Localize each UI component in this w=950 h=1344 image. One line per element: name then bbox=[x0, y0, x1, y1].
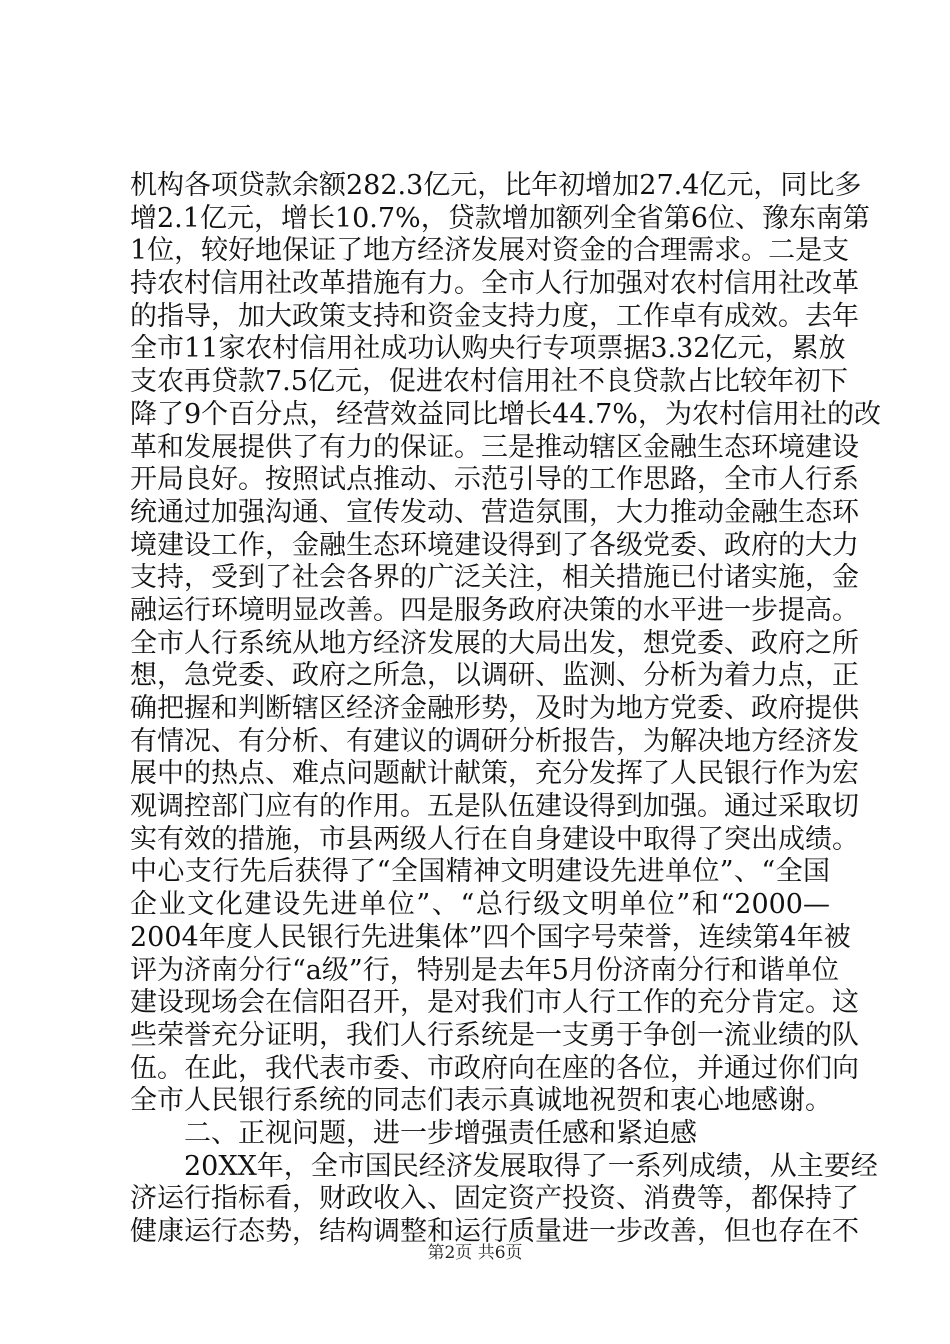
text-line: 伍。在此，我代表市委、市政府向在座的各位，并通过你们向 bbox=[130, 1052, 859, 1084]
text-line: 持农村信用社改革措施有力。全市人行加强对农村信用社改革 bbox=[130, 268, 859, 300]
text-line: 20XX年，全市国民经济发展取得了一系列成绩，从主要经 bbox=[184, 1150, 878, 1182]
text-line: 统通过加强沟通、宣传发动、营造氛围，大力推动金融生态环 bbox=[130, 496, 859, 528]
text-line: 想，急党委、政府之所急，以调研、监测、分析为着力点，正 bbox=[130, 660, 859, 692]
text-line: 支持，受到了社会各界的广泛关注，相关措施已付诸实施，金 bbox=[130, 562, 859, 594]
text-line: 全市11家农村信用社成功认购央行专项票据3.32亿元，累放 bbox=[130, 333, 846, 365]
text-line: 1位，较好地保证了地方经济发展对资金的合理需求。二是支 bbox=[130, 235, 850, 267]
text-line: 健康运行态势，结构调整和运行质量进一步改善，但也存在不 bbox=[130, 1216, 859, 1247]
text-line: 机构各项贷款余额282.3亿元，比年初增加27.4亿元，同比多 bbox=[130, 170, 862, 201]
text-line: 济运行指标看，财政收入、固定资产投资、消费等，都保持了 bbox=[130, 1183, 859, 1215]
text-line: 2004年度人民银行先进集体”四个国字号荣誉，连续第4年被 bbox=[130, 921, 851, 953]
text-line: 支农再贷款7.5亿元，促进农村信用社不良贷款占比较年初下 bbox=[130, 366, 848, 398]
text-line: 降了9个百分点，经营效益同比增长44.7%，为农村信用社的改 bbox=[130, 398, 881, 430]
text-line: 境建设工作，金融生态环境建设得到了各级党委、政府的大力 bbox=[130, 529, 859, 561]
text-line: 确把握和判断辖区经济金融形势，及时为地方党委、政府提供 bbox=[130, 693, 859, 724]
text-line: 观调控部门应有的作用。五是队伍建设得到加强。通过采取切 bbox=[130, 791, 859, 823]
text-line: 些荣誉充分证明，我们人行系统是一支勇于争创一流业绩的队 bbox=[130, 1019, 859, 1051]
text-line: 的指导，加大政策支持和资金支持力度，工作卓有成效。去年 bbox=[130, 300, 859, 332]
page-number-footer: 第2页 共6页 bbox=[427, 1243, 523, 1263]
text-line: 融运行环境明显改善。四是服务政府决策的水平进一步提高。 bbox=[130, 594, 859, 626]
text-line: 企业文化建设先进单位”、“总行级文明单位”和“2000— bbox=[130, 889, 830, 921]
text-line: 实有效的措施，市县两级人行在自身建设中取得了突出成绩。 bbox=[130, 823, 859, 855]
text-line: 评为济南分行“a级”行，特别是去年5月份济南分行和谐单位 bbox=[130, 954, 839, 986]
body-text bbox=[130, 170, 881, 1249]
text-line: 革和发展提供了有力的保证。三是推动辖区金融生态环境建设 bbox=[130, 431, 859, 463]
text-line: 开局良好。按照试点推动、示范引导的工作思路，全市人行系 bbox=[130, 464, 859, 496]
text-line: 全市人民银行系统的同志们表示真诚地祝贺和衷心地感谢。 bbox=[130, 1085, 832, 1117]
section-heading: 二、正视问题，进一步增强责任感和紧迫感 bbox=[184, 1117, 697, 1149]
text-line: 全市人行系统从地方经济发展的大局出发，想党委、政府之所 bbox=[130, 627, 859, 659]
text-line: 中心支行先后获得了“全国精神文明建设先进单位”、“全国 bbox=[130, 856, 830, 888]
text-line: 有情况、有分析、有建议的调研分析报告，为解决地方经济发 bbox=[130, 725, 859, 757]
text-line: 建设现场会在信阳召开，是对我们市人行工作的充分肯定。这 bbox=[130, 987, 859, 1019]
text-line: 增2.1亿元，增长10.7%，贷款增加额列全省第6位、豫东南第 bbox=[130, 202, 870, 234]
text-line: 展中的热点、难点问题献计献策，充分发挥了人民银行作为宏 bbox=[130, 758, 859, 790]
